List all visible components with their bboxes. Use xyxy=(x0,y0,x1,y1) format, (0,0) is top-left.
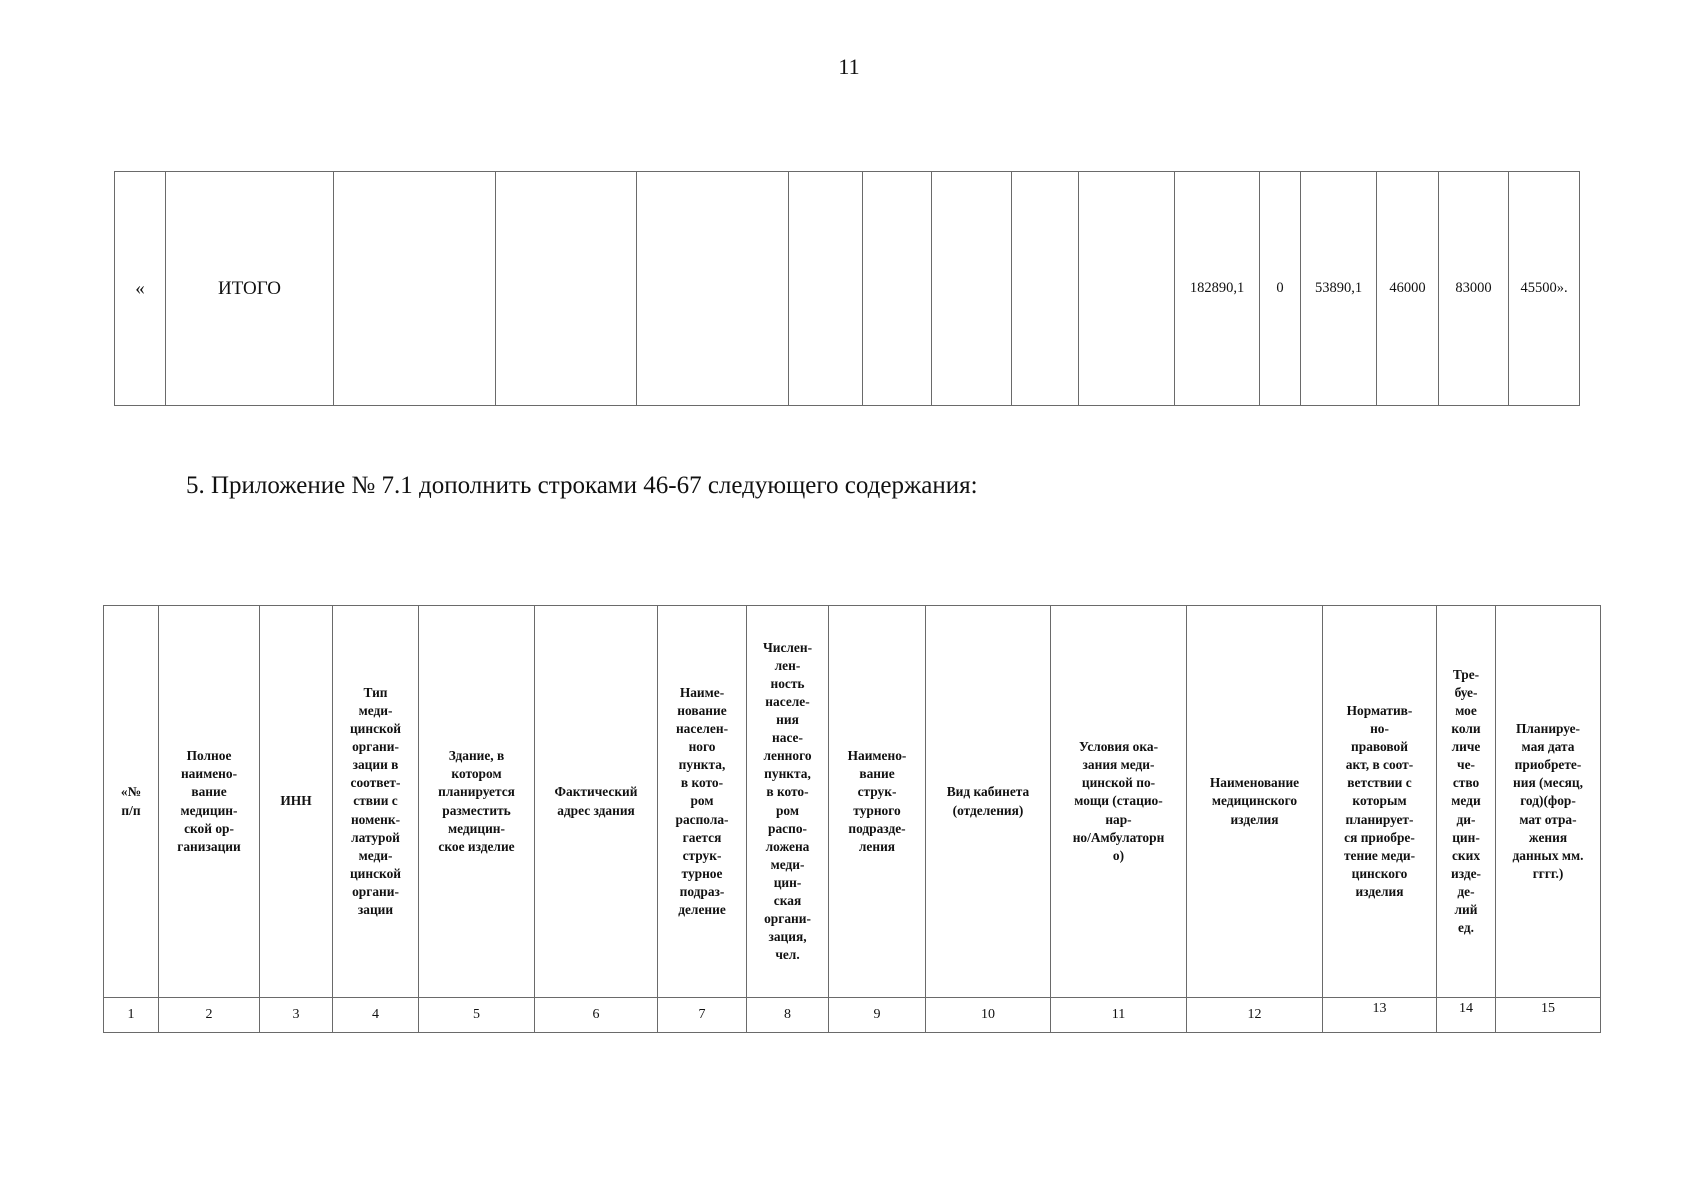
column-number: 2 xyxy=(159,998,260,1033)
column-header: Норматив- но- правовой акт, в соот- ветствии с которым планирует- ся приобре- тение меди- цинского изделия xyxy=(1323,606,1437,998)
column-header: Планируе- мая дата приобрете- ния (месяц, год)(фор- мат отра- жения данных мм. гггг.) xyxy=(1496,606,1601,998)
column-number: 6 xyxy=(535,998,658,1033)
column-number: 9 xyxy=(829,998,926,1033)
column-header: Условия ока- зания меди- цинской по- мощи (стацио- нар- но/Амбулаторн о) xyxy=(1051,606,1187,998)
empty-cell xyxy=(496,172,637,406)
section-heading: 5. Приложение № 7.1 дополнить строками 46-67 следующего содержания: xyxy=(186,472,978,499)
column-number: 1 xyxy=(104,998,159,1033)
column-number: 14 xyxy=(1437,998,1496,1033)
total-value-cell: 182890,1 xyxy=(1175,172,1260,406)
column-header: Фактический адрес здания xyxy=(535,606,658,998)
column-number: 15 xyxy=(1496,998,1601,1033)
column-header: Числен- лен- ность населе- ния насе- ленного пункта, в кото- ром распо- ложена меди- цин- ская органи- зация, чел. xyxy=(747,606,829,998)
empty-cell xyxy=(863,172,932,406)
column-number: 10 xyxy=(926,998,1051,1033)
column-number: 3 xyxy=(260,998,333,1033)
total-value-cell: 46000 xyxy=(1377,172,1439,406)
column-number: 11 xyxy=(1051,998,1187,1033)
empty-cell xyxy=(637,172,789,406)
column-number: 8 xyxy=(747,998,829,1033)
total-value-cell: 83000 xyxy=(1439,172,1509,406)
empty-cell xyxy=(334,172,496,406)
empty-cell xyxy=(789,172,863,406)
total-value-cell: 53890,1 xyxy=(1301,172,1377,406)
column-number: 5 xyxy=(419,998,535,1033)
total-value-cell: 45500». xyxy=(1509,172,1580,406)
total-label-cell: ИТОГО xyxy=(166,172,334,406)
column-number: 12 xyxy=(1187,998,1323,1033)
column-header: Тре- буе- мое коли личе че- ство меди ди- цин- ских изде- де- лий ед. xyxy=(1437,606,1496,998)
empty-cell xyxy=(1079,172,1175,406)
page-number: 11 xyxy=(838,54,860,79)
column-number-row xyxy=(104,998,1601,1033)
column-header: Полное наимено- вание медицин- ской ор- ганизации xyxy=(159,606,260,998)
opening-quote-cell: « xyxy=(115,172,166,406)
totals-table xyxy=(114,171,1580,406)
column-header: Наиме- нование населен- ного пункта, в кото- ром распола- гается струк- турное подраз- деление xyxy=(658,606,747,998)
empty-cell xyxy=(932,172,1012,406)
column-number: 7 xyxy=(658,998,747,1033)
appendix-table xyxy=(103,605,1601,1033)
column-header: ИНН xyxy=(260,606,333,998)
empty-cell xyxy=(1012,172,1079,406)
header-row xyxy=(104,606,1601,998)
column-header: Тип меди- цинской органи- зации в соответ- ствии с номенк- латурой меди- цинской органи- зации xyxy=(333,606,419,998)
totals-row xyxy=(115,172,1580,406)
column-header: Наименование медицинского изделия xyxy=(1187,606,1323,998)
column-header: Здание, в котором планируется разместить медицин- ское изделие xyxy=(419,606,535,998)
column-header: Наимено- вание струк- турного подразде- ления xyxy=(829,606,926,998)
column-number: 4 xyxy=(333,998,419,1033)
column-header: «№ п/п xyxy=(104,606,159,998)
column-header: Вид кабинета (отделения) xyxy=(926,606,1051,998)
total-value-cell: 0 xyxy=(1260,172,1301,406)
column-number: 13 xyxy=(1323,998,1437,1033)
